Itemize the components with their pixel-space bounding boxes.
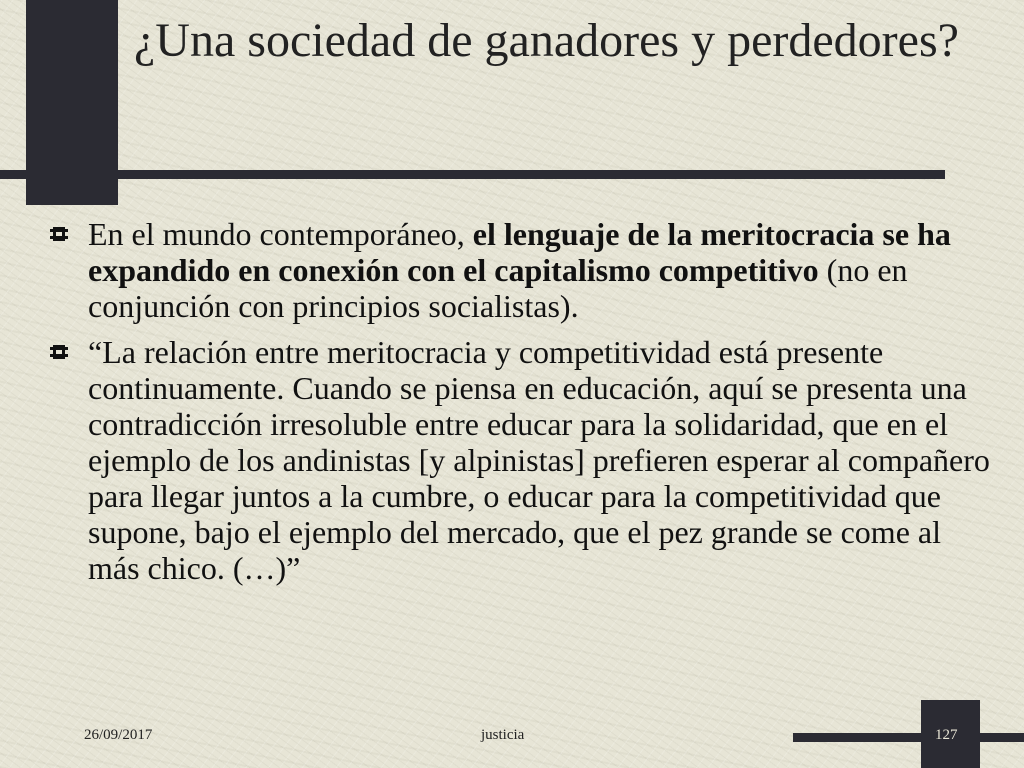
bullet-item xyxy=(42,216,992,324)
slide-body xyxy=(42,216,992,596)
footer-title: justicia xyxy=(481,727,525,743)
bullet-text-segment: “La relación entre meritocracia y competitividad está presente continuamente. Cuando se piensa en educación, aquí se presenta una contradicción irresoluble entre educar para la solidaridad, que en el ejemplo de los andinistas [y alpinistas] prefieren esperar al compañero para llegar juntos a la cumbre, o educar para la competitividad que supone, bajo el ejemplo del mercado, que el pez grande se come al más chico. (…)” xyxy=(88,334,990,586)
bullet-text-bold-segment: el lenguaje de la meritocracia se ha expandido en conexión con el capitalismo competitivo xyxy=(88,216,951,288)
footer-divider-line xyxy=(793,733,1024,742)
hash-square-bullet-icon xyxy=(50,343,68,361)
bullet-item xyxy=(42,334,992,586)
bullet-text xyxy=(88,216,951,324)
bullet-text-segment: En el mundo contemporáneo, xyxy=(88,216,473,252)
title-divider-line xyxy=(0,170,945,179)
footer-date: 26/09/2017 xyxy=(84,727,153,743)
bullet-text xyxy=(88,334,990,586)
hash-square-bullet-icon xyxy=(50,225,68,243)
slide-title: ¿Una sociedad de ganadores y perdedores? xyxy=(134,14,959,67)
bullet-text-segment: (no en conjunción con principios socialistas). xyxy=(88,252,908,324)
page-number: 127 xyxy=(935,727,958,743)
